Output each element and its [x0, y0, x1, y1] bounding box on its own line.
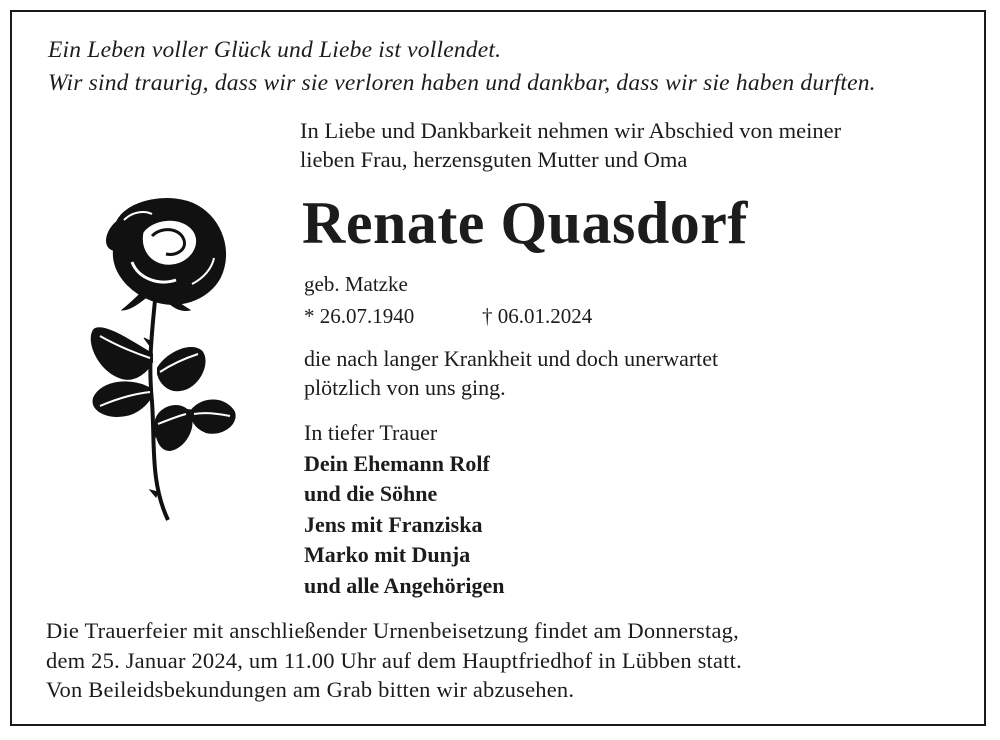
mourners-block	[304, 418, 504, 601]
ceremony-line: Von Beileidsbekundungen am Grab bitten wir abzusehen.	[46, 677, 575, 702]
circumstance-text	[304, 344, 718, 402]
mourner-name: Jens mit Franziska	[304, 511, 483, 537]
motto-line: Ein Leben voller Glück und Liebe ist vollendet.	[48, 37, 502, 63]
mourner-name: Dein Ehemann Rolf	[304, 450, 490, 476]
obituary-notice	[10, 10, 986, 726]
circumstance-line: die nach langer Krankheit und doch unerwartet	[304, 346, 719, 371]
mourners-heading: In tiefer Trauer	[304, 420, 438, 445]
motto	[48, 34, 978, 100]
mourner-name: und die Söhne	[304, 481, 438, 506]
deceased-name: Renate Quasdorf	[302, 190, 748, 256]
ceremony-info	[46, 616, 976, 705]
ceremony-line: Die Trauerfeier mit anschließender Urnenbeisetzung findet am Donnerstag,	[46, 618, 739, 643]
life-dates	[304, 302, 592, 330]
circumstance-line: plötzlich von uns ging.	[304, 375, 506, 400]
motto-line: Wir sind traurig, dass wir sie verloren haben und dankbar, dass wir sie haben durften.	[48, 70, 876, 96]
intro-line: In Liebe und Dankbarkeit nehmen wir Abschied von meiner	[300, 118, 842, 143]
rose-icon	[72, 192, 242, 532]
intro-line: lieben Frau, herzensguten Mutter und Oma	[300, 147, 688, 172]
ceremony-line: dem 25. Januar 2024, um 11.00 Uhr auf dem Hauptfriedhof in Lübben statt.	[46, 647, 742, 673]
mourner-name: und alle Angehörigen	[304, 572, 505, 598]
maiden-name: geb. Matzke	[304, 272, 408, 296]
intro-text	[300, 116, 960, 174]
birth-date: * 26.07.1940	[304, 304, 415, 328]
mourner-name: Marko mit Dunja	[304, 542, 471, 567]
death-date: † 06.01.2024	[482, 304, 593, 328]
